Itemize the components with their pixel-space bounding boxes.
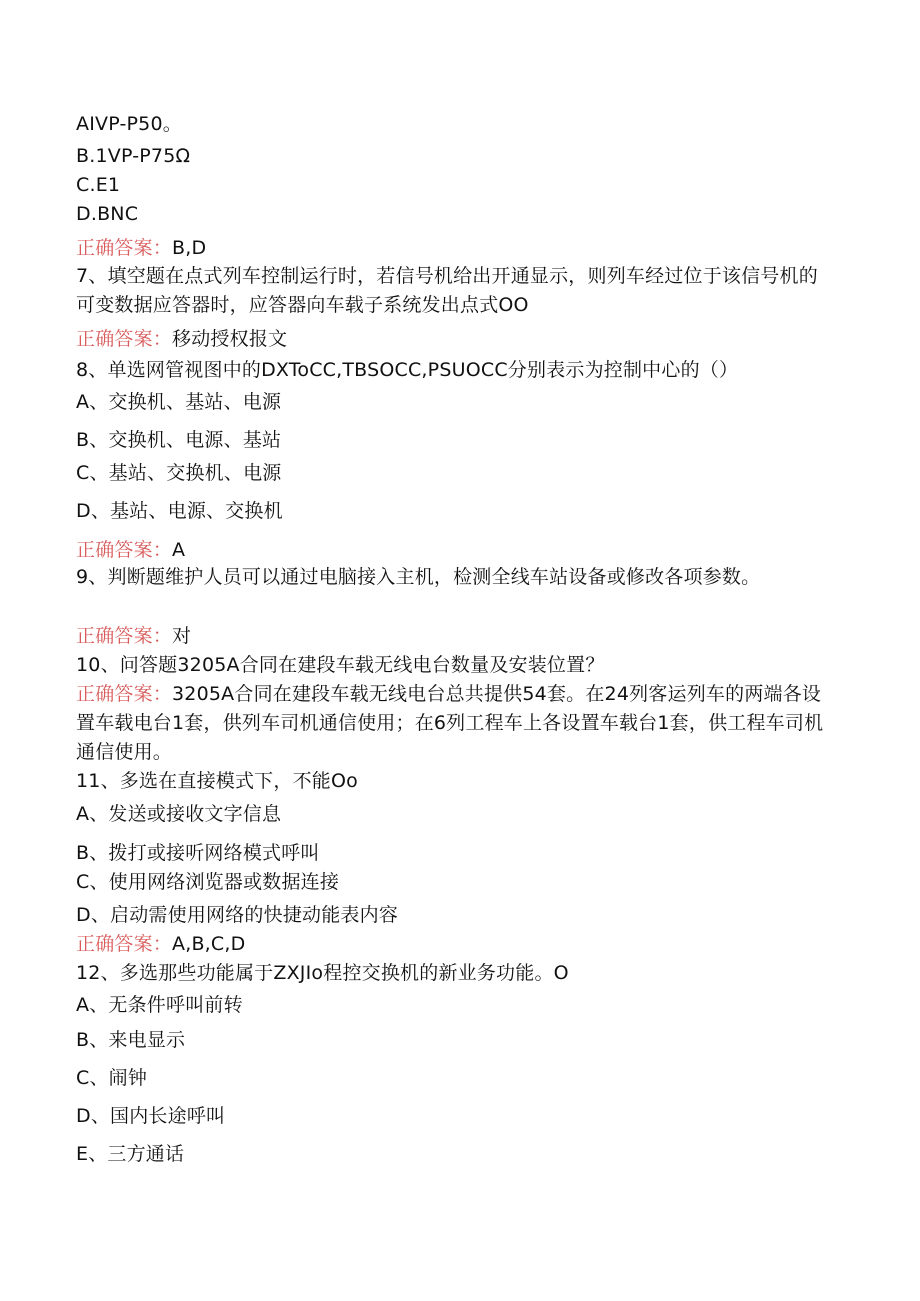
option-line: C、基站、交换机、电源 xyxy=(76,462,282,484)
answer-value: 对 xyxy=(172,625,192,647)
option-line: A、交换机、基站、电源 xyxy=(76,391,282,413)
option-line: D、国内长途呼叫 xyxy=(76,1105,226,1127)
answer-value: 移动授权报文 xyxy=(172,328,288,350)
answer-value: A,B,C,D xyxy=(172,933,246,955)
option-line: A、发送或接收文字信息 xyxy=(76,803,282,825)
option-line: D、基站、电源、交换机 xyxy=(76,500,283,522)
answer-line xyxy=(76,930,846,958)
option-line: B、来电显示 xyxy=(76,1029,186,1051)
answer-label: 正确答案： xyxy=(76,933,173,955)
question-text: 12、多选那些功能属于ZXJIo程控交换机的新业务功能。O xyxy=(76,962,569,984)
option-line: C、使用网络浏览器或数据连接 xyxy=(76,871,340,893)
option-line: B.1VP-P75Ω xyxy=(76,145,191,167)
answer-line xyxy=(76,325,846,353)
answer-label: 正确答案： xyxy=(76,539,173,561)
answer-value: 3205A合同在建段车载无线电台总共提供54套。在24列客运列车的两端各设置车载电台1套，供列车司机通信使用；在6列工程车上各设置车载台1套，供工程车司机通信使用。 xyxy=(76,683,824,763)
option-line: D、启动需使用网络的快捷动能表内容 xyxy=(76,904,399,926)
answer-line xyxy=(76,622,846,650)
answer-line xyxy=(76,536,846,564)
answer-label: 正确答案： xyxy=(76,328,173,350)
answer-line xyxy=(76,680,836,767)
question-text: 9、判断题维护人员可以通过电脑接入主机，检测全线车站设备或修改各项参数。 xyxy=(76,566,761,588)
answer-value: B,D xyxy=(172,237,207,259)
option-line: C.E1 xyxy=(76,174,121,196)
question-text: 7、填空题在点式列车控制运行时，若信号机给出开通显示，则列车经过位于该信号机的可变数据应答器时，应答器向车载子系统发出点式OO xyxy=(76,265,818,316)
question-text: 10、问答题3205A合同在建段车载无线电台数量及安装位置？ xyxy=(76,654,605,676)
answer-label: 正确答案： xyxy=(76,683,173,705)
option-line: D.BNC xyxy=(76,203,139,225)
question-text: 11、多选在直接模式下，不能Oo xyxy=(76,770,358,792)
option-line: A、无条件呼叫前转 xyxy=(76,994,243,1016)
option-line: AIVP-P50。 xyxy=(76,113,182,135)
answer-label: 正确答案： xyxy=(76,237,173,259)
answer-label: 正确答案： xyxy=(76,625,173,647)
option-line: E、三方通话 xyxy=(76,1143,185,1165)
option-line: C、闹钟 xyxy=(76,1067,148,1089)
question-text: 8、单选网管视图中的DXToCC,TBSOCC,PSUOCC分别表示为控制中心的（） xyxy=(76,359,739,381)
option-line: B、交换机、电源、基站 xyxy=(76,429,282,451)
option-line: B、拨打或接听网络模式呼叫 xyxy=(76,842,320,864)
answer-value: A xyxy=(172,539,186,561)
answer-line xyxy=(76,234,846,262)
